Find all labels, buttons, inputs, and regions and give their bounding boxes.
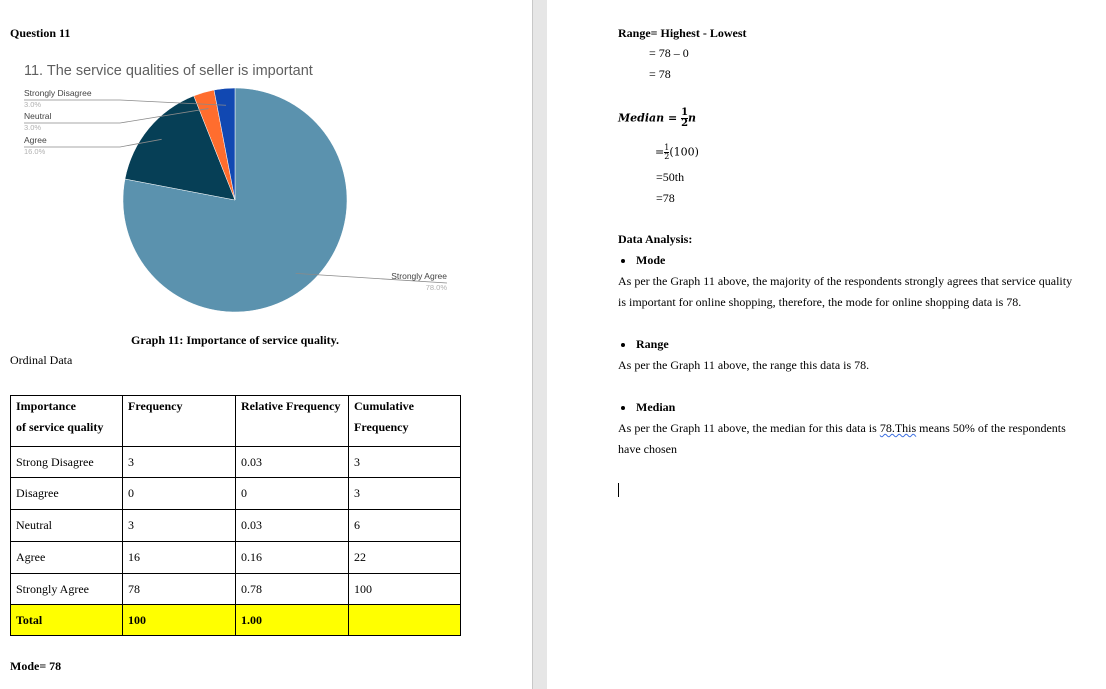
question-title: Question 11 (10, 26, 71, 40)
table-cell: 78 (123, 574, 236, 605)
median-step-1: = $\frac{1}{2}$ (100) (655, 143, 699, 161)
document-page-right (547, 0, 1106, 689)
page-separator (532, 0, 533, 689)
slice-percent-label: 16.0% (24, 147, 46, 156)
bullet-icon (621, 343, 625, 347)
median-text-line-1: As per the Graph 11 above, the median for this data is 78.This means 50% of the respondents (618, 421, 1066, 435)
table-cell: 100 (349, 574, 461, 605)
table-row (11, 574, 461, 605)
table-cell: 0.16 (236, 542, 349, 574)
document-page-left (0, 0, 532, 689)
bullet-icon (621, 406, 625, 410)
header-cumulative-frequency: Cumulative Frequency (349, 396, 461, 447)
chart-title: 11. The service qualities of seller is important (24, 63, 313, 79)
table-cell: 0.03 (236, 510, 349, 542)
median-text-line-2: have chosen (618, 442, 677, 456)
table-cell: Total (11, 605, 123, 636)
table-cell (349, 605, 461, 636)
table-cell: 3 (123, 447, 236, 478)
table-cell: 0 (123, 478, 236, 510)
median-step-2: =50th (656, 170, 685, 184)
table-cell: Strong Disagree (11, 447, 123, 478)
median-formula: Median = $\frac{1}{2}$ n (618, 107, 697, 129)
slice-label: Strongly Agree (391, 271, 447, 281)
table-row (11, 510, 461, 542)
table-row (11, 447, 461, 478)
ordinal-data-label: Ordinal Data (10, 353, 73, 367)
mode-heading: Mode (636, 253, 666, 267)
graph-caption: Graph 11: Importance of service quality. (131, 333, 339, 347)
frequency-table (10, 395, 461, 636)
range-heading: Range (636, 337, 669, 351)
slice-label: Neutral (24, 111, 52, 121)
table-cell: Strongly Agree (11, 574, 123, 605)
table-cell: Disagree (11, 478, 123, 510)
header-relative-frequency: Relative Frequency (236, 396, 349, 447)
table-cell: Agree (11, 542, 123, 574)
table-cell: 16 (123, 542, 236, 574)
slice-label: Strongly Disagree (24, 88, 92, 98)
table-cell: 3 (123, 510, 236, 542)
pie-chart (0, 55, 480, 375)
table-cell: 100 (123, 605, 236, 636)
bullet-icon (621, 259, 625, 263)
table-row (11, 542, 461, 574)
header-importance: Importance of service quality (11, 396, 123, 447)
mode-text-line-1: As per the Graph 11 above, the majority of the respondents strongly agrees that service quality (618, 274, 1073, 288)
table-cell: 0.03 (236, 447, 349, 478)
table-cell: 6 (349, 510, 461, 542)
slice-percent-label: 3.0% (24, 100, 42, 109)
header-frequency: Frequency (123, 396, 236, 447)
table-cell: 22 (349, 542, 461, 574)
median-step-3: =78 (656, 191, 675, 205)
range-result: = 78 (649, 67, 671, 81)
slice-percent-label: 3.0% (24, 123, 42, 132)
range-text: As per the Graph 11 above, the range this data is 78. (618, 358, 870, 372)
range-formula-title: Range= Highest - Lowest (618, 26, 747, 40)
mode-line: Mode= 78 (10, 659, 62, 673)
slice-label: Agree (24, 135, 47, 145)
median-heading: Median (636, 400, 676, 414)
data-analysis-title: Data Analysis: (618, 232, 693, 246)
text-cursor (618, 483, 619, 497)
table-cell: 3 (349, 478, 461, 510)
table-cell: 0 (236, 478, 349, 510)
table-cell: Neutral (11, 510, 123, 542)
table-cell: 0.78 (236, 574, 349, 605)
mode-text-line-2: is important for online shopping, therefore, the mode for online shopping data is 78. (618, 295, 1022, 309)
table-total-row (11, 605, 461, 636)
table-header-row (11, 396, 461, 447)
range-calculation: = 78 – 0 (649, 46, 689, 60)
table-cell: 3 (349, 447, 461, 478)
slice-percent-label: 78.0% (425, 283, 447, 292)
table-row (11, 478, 461, 510)
spellcheck-underlined-word[interactable]: 78.This (879, 421, 917, 435)
table-cell: 1.00 (236, 605, 349, 636)
